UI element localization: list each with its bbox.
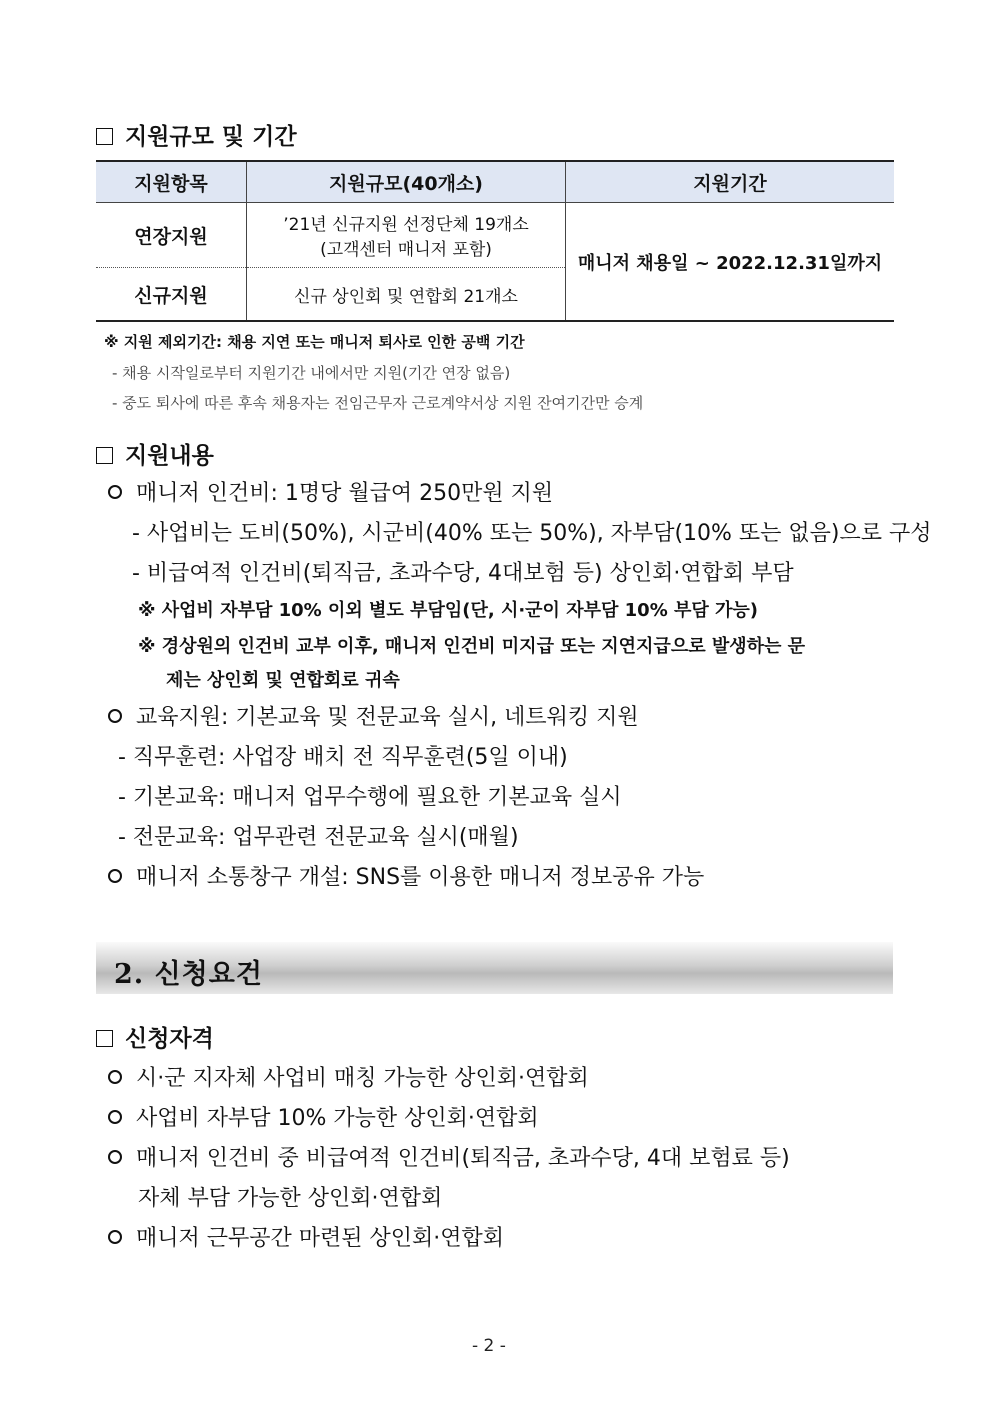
- circle-bullet-icon: [108, 1150, 122, 1164]
- note-sub-2: - 중도 퇴사에 따른 후속 채용자는 전임근무자 근로계약서상 지원 잔여기간만 승계: [112, 394, 644, 412]
- list-item: 사업비 자부담 10% 가능한 상인회·연합회: [108, 1101, 539, 1132]
- list-item: - 비급여적 인건비(퇴직금, 초과수당, 4대보험 등) 상인회·연합회 부담: [132, 561, 794, 586]
- list-item: 매니저 소통창구 개설: SNS를 이용한 매니저 정보공유 가능: [108, 860, 704, 891]
- note-sub-1: - 채용 시작일로부터 지원기간 내에서만 지원(기간 연장 없음): [112, 364, 511, 382]
- section-heading-support-scale: 지원규모 및 기간: [96, 118, 297, 151]
- circle-bullet-icon: [108, 709, 122, 723]
- chapter-banner: [96, 942, 893, 994]
- list-item: - 전문교육: 업무관련 전문교육 실시(매월): [118, 825, 519, 850]
- list-item: 매니저 인건비 중 비급여적 인건비(퇴직금, 초과수당, 4대 보험료 등): [108, 1141, 790, 1172]
- row-scale-extension: ’21년 신규지원 선정단체 19개소 (고객센터 매니저 포함): [247, 203, 566, 268]
- header-item: 지원항목: [96, 161, 247, 203]
- list-item: ※ 사업비 자부담 10% 이외 별도 부담임(단, 시·군이 자부담 10% 부담 가능): [138, 600, 759, 621]
- section-heading-eligibility: 신청자격: [96, 1020, 214, 1053]
- circle-bullet-icon: [108, 1110, 122, 1124]
- section-heading-support-content: 지원내용: [96, 437, 214, 470]
- row-item-extension: 연장지원: [96, 203, 247, 268]
- list-item: - 사업비는 도비(50%), 시군비(40% 또는 50%), 자부담(10% 또는 없음)으로 구성: [132, 521, 932, 546]
- header-scale: 지원규모(40개소): [247, 161, 566, 203]
- checkbox-square-icon: [96, 128, 113, 145]
- circle-bullet-icon: [108, 869, 122, 883]
- list-item: ※ 경상원의 인건비 교부 이후, 매니저 인건비 미지급 또는 지연지급으로 발생하는 문: [138, 636, 806, 657]
- circle-bullet-icon: [108, 1070, 122, 1084]
- chapter-title: 2. 신청요건: [114, 959, 263, 990]
- list-item: 교육지원: 기본교육 및 전문교육 실시, 네트워킹 지원: [108, 700, 639, 731]
- circle-bullet-icon: [108, 485, 122, 499]
- checkbox-square-icon: [96, 447, 113, 464]
- list-item: 자체 부담 가능한 상인회·연합회: [138, 1186, 443, 1211]
- list-item: - 기본교육: 매니저 업무수행에 필요한 기본교육 실시: [118, 785, 622, 810]
- checkbox-square-icon: [96, 1030, 113, 1047]
- header-period: 지원기간: [566, 161, 895, 203]
- support-table: [96, 160, 894, 322]
- row-scale-new: 신규 상인회 및 연합회 21개소: [247, 268, 566, 322]
- row-item-new: 신규지원: [96, 268, 247, 322]
- note-excluded-period: ※ 지원 제외기간: 채용 지연 또는 매니저 퇴사로 인한 공백 기간: [104, 333, 525, 351]
- list-item: 매니저 인건비: 1명당 월급여 250만원 지원: [108, 476, 553, 507]
- list-item: 시·군 지자체 사업비 매칭 가능한 상인회·연합회: [108, 1061, 589, 1092]
- support-period: 매니저 채용일 ~ 2022.12.31일까지: [566, 203, 895, 322]
- table-row: [96, 203, 894, 268]
- table-header-row: [96, 161, 894, 203]
- list-item: - 직무훈련: 사업장 배치 전 직무훈련(5일 이내): [118, 745, 568, 770]
- circle-bullet-icon: [108, 1230, 122, 1244]
- list-item: 매니저 근무공간 마련된 상인회·연합회: [108, 1221, 504, 1252]
- page-number: - 2 -: [472, 1336, 506, 1356]
- list-item: 제는 상인회 및 연합회로 귀속: [166, 670, 400, 691]
